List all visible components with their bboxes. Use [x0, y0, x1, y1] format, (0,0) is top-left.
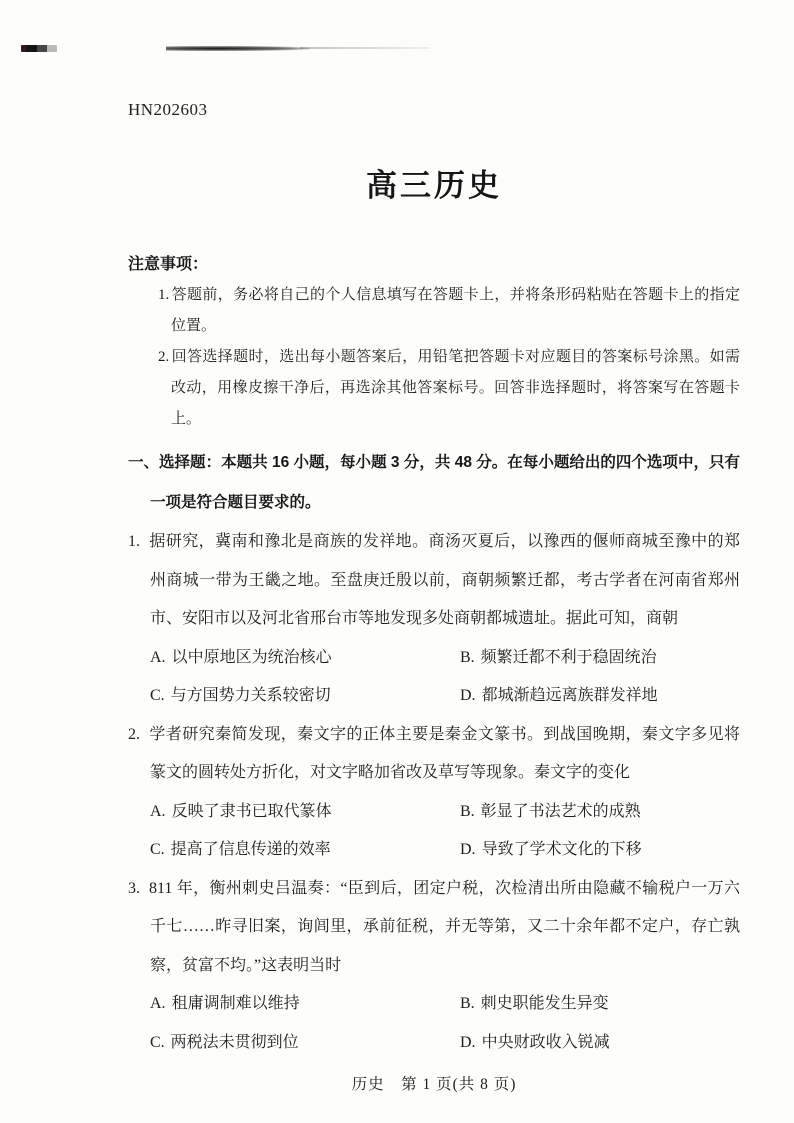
option-b — [460, 639, 740, 678]
option-label: A. — [150, 995, 166, 1012]
paper-code: HN202603 — [128, 100, 208, 119]
option-b — [460, 793, 740, 832]
option-c — [150, 831, 460, 870]
question-number: 3. — [128, 879, 140, 897]
option-label: D. — [460, 687, 476, 704]
notice-item — [158, 342, 740, 435]
question-stem-text: 据研究，冀南和豫北是商族的发祥地。商汤灭夏后，以豫西的偃师商城至豫中的郑州商城一带为王畿之地。至盘庚迁殷以前，商朝频繁迁都，考古学者在河南省郑州市、安阳市以及河北省邢台市等地发现多处商朝都城遗址。据此可知，商朝 — [149, 533, 740, 627]
options-group — [128, 639, 740, 716]
scan-smudge-center-icon — [166, 46, 310, 51]
option-text: 导致了学术文化的下移 — [481, 841, 642, 858]
option-text: 反映了隶书已取代篆体 — [171, 802, 332, 820]
option-d — [460, 831, 740, 870]
option-text: 租庸调制难以维持 — [171, 995, 300, 1012]
option-label: C. — [150, 1033, 165, 1051]
question-stem-text: 学者研究秦简发现，秦文字的正体主要是秦金文篆书。到战国晚期，秦文字多见将篆文的圆转处方折化，对文字略加省改及草写等现象。秦文字的变化 — [149, 725, 740, 781]
option-text: 两税法未贯彻到位 — [170, 1033, 299, 1051]
options-group — [128, 985, 740, 1062]
option-label: A. — [150, 648, 166, 666]
option-d — [460, 677, 740, 716]
scan-smudge-left-icon — [21, 45, 57, 52]
question-2 — [128, 716, 740, 870]
option-text: 中央财政收入锐减 — [481, 1033, 610, 1051]
option-label: D. — [460, 841, 476, 858]
notice-item-text: 回答选择题时，选出每小题答案后，用铅笔把答题卡对应题目的答案标号涂黑。如需改动，用橡皮擦干净后，再选涂其他答案标号。回答非选择题时，将答案写在答题卡上。 — [171, 349, 740, 427]
question-1 — [128, 523, 740, 716]
section-heading: 一、选择题：本题共 16 小题，每小题 3 分，共 48 分。在每小题给出的四个选项中，只有一项是符合题目要求的。 — [128, 454, 740, 511]
notice-item — [158, 280, 740, 342]
option-label: C. — [150, 687, 165, 704]
option-label: A. — [150, 802, 166, 820]
option-a — [150, 985, 460, 1024]
option-label: D. — [460, 1033, 476, 1051]
option-text: 以中原地区为统治核心 — [171, 648, 332, 666]
option-label: C. — [150, 841, 165, 858]
question-3 — [128, 870, 740, 1063]
scan-smudge-tail-icon — [300, 47, 430, 49]
option-a — [150, 639, 460, 678]
option-a — [150, 793, 460, 832]
option-c — [150, 1024, 460, 1063]
option-label: B. — [460, 995, 475, 1012]
notice-list — [158, 280, 740, 435]
question-stem-text: 811 年，衡州刺史吕温奏：“臣到后，团定户税，次检清出所由隐藏不输税户一万六千七……昨寻旧案，询闾里，承前征税，并无等第，又二十余年都不定户，存亡孰察，贫富不均。”这表明当时 — [149, 879, 740, 974]
notice-item-number: 1. — [158, 287, 170, 303]
paper-title: 高三历史 — [366, 168, 502, 203]
option-c — [150, 677, 460, 716]
notice-heading: 注意事项： — [128, 256, 209, 273]
option-b — [460, 985, 740, 1024]
question-number: 1. — [128, 533, 140, 550]
option-label: B. — [460, 802, 475, 820]
question-stem — [128, 523, 740, 639]
notice-item-number: 2. — [158, 349, 170, 365]
notice-section — [128, 249, 740, 435]
option-text: 提高了信息传递的效率 — [170, 841, 331, 858]
page-footer: 历史 第 1 页(共 8 页) — [351, 1076, 517, 1093]
option-text: 刺史职能发生异变 — [480, 995, 609, 1012]
option-label: B. — [460, 648, 475, 666]
option-text: 频繁迁都不利于稳固统治 — [480, 648, 657, 666]
notice-item-text: 答题前，务必将自己的个人信息填写在答题卡上，并将条形码粘贴在答题卡上的指定位置。 — [171, 287, 740, 334]
option-text: 都城渐趋远离族群发祥地 — [481, 687, 658, 704]
option-text: 彰显了书法艺术的成熟 — [480, 802, 641, 820]
question-number: 2. — [128, 725, 140, 743]
option-text: 与方国势力关系较密切 — [170, 687, 331, 704]
options-group — [128, 793, 740, 870]
question-stem — [128, 870, 740, 986]
option-d — [460, 1024, 740, 1063]
question-stem — [128, 716, 740, 793]
